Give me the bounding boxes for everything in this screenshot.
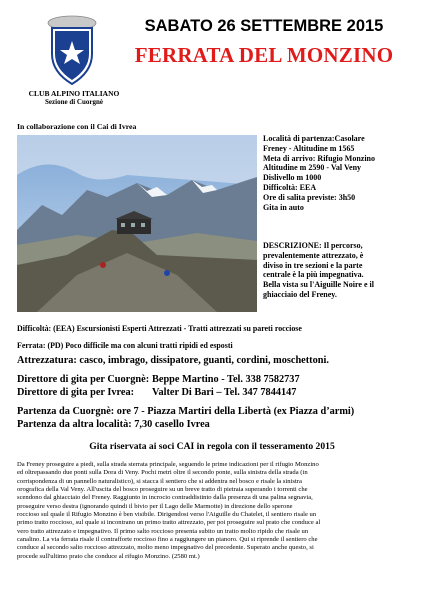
departure-other: Partenza da altra località: 7,30 casello Ivrea	[17, 419, 210, 430]
body-line: scendono dal ghiacciaio del Freney. Raggiunto in incrocio contraddistinto dalla presenza di una palina segnavia,	[17, 494, 313, 502]
event-date: SABATO 26 SETTEMBRE 2015	[144, 17, 384, 35]
body-line: Da Freney proseguire a piedi, sulla strada sterrata principale, seguendo le prime indicazioni per il rifugio Monzino	[17, 461, 319, 468]
body-line: proseguire verso destra (ignorando quindi il bivio per il Lago delle Marmotte) in direzione dello sperone	[17, 502, 293, 510]
info-start: Località di partenza:Casolare	[263, 134, 365, 143]
difficulty-ferrata: Ferrata: (PD) Poco difficile ma con alcuni tratti ripidi ed esposti	[17, 341, 233, 350]
trip-info	[263, 134, 413, 212]
director-cuorgne	[17, 374, 300, 385]
info-destination: Meta di arrivo: Rifugio Monzino	[263, 153, 375, 163]
body-line: primo tratto roccioso, sul quale si incontrano un primo tratto attrezzato, per poi proseguire sul prato che conduce al	[17, 519, 321, 527]
info-ascent-time: Ore di salita previste: 3h50	[263, 192, 356, 202]
collaboration-note: In collaborazione con il Cai di Ivrea	[17, 122, 137, 131]
director-value: Valter Di Bari – Tel. 347 7844147	[152, 387, 297, 398]
info-difficulty: Difficoltà: EEA	[263, 182, 317, 192]
body-line: vero tratto attrezzato e impegnativo. Il primo salto roccioso presenta subito un tratto molto ripido che risale un	[17, 527, 309, 535]
difficulty-eea: Difficoltà: (EEA) Escursionisti Esperti Attrezzati - Tratti attrezzati su pareti rocciose	[17, 324, 302, 333]
director-label: Direttore di gita per Ivrea:	[17, 387, 135, 398]
equipment: Attrezzatura: casco, imbrago, dissipatore, guanti, cordini, moschettoni.	[17, 355, 329, 366]
departure-cuorgne: Partenza da Cuorgnè: ore 7 - Piazza Martiri della Libertà (ex Piazza d’armi)	[17, 406, 355, 417]
description-line: Bella vista su l'Aiguille Noire e il	[263, 280, 374, 290]
members-only-note: Gita riservata ai soci CAI in regola con il tesseramento 2015	[89, 441, 335, 452]
director-label: Direttore di gita per Cuorgnè:	[17, 374, 150, 385]
info-destination-altitude: Altitudine m 2590 - Val Veny	[263, 163, 362, 173]
description-line: DESCRIZIONE: Il percorso,	[263, 241, 363, 250]
body-line: canalino. La via ferrata risale il contrafforte roccioso fino a raggiungere un pianoro. Qui si riprende il sentiero che	[17, 536, 318, 544]
description	[263, 241, 413, 300]
body-line: corrispondenza di un pannello naturalistico), si stacca il sentiero che si addentra nel bosco e risale la sinistra	[17, 477, 302, 485]
description-line: prevalentemente attrezzato, è	[263, 250, 364, 260]
body-line: conduce al secondo salto roccioso attrezzato, molto meno impegnativo del precedente. Superato anche questo, si	[17, 544, 314, 552]
description-line: centrale è la più impegnativa.	[263, 270, 364, 280]
event-title: FERRATA DEL MONZINO	[134, 43, 394, 67]
club-block	[22, 89, 126, 107]
director-ivrea	[17, 387, 296, 398]
club-section: Sezione di Cuorgnè	[45, 98, 103, 106]
body-line: procede sull'ultimo prato che conduce al rifugio Monzino. (2580 mt.)	[17, 552, 200, 560]
club-name: CLUB ALPINO ITALIANO	[28, 89, 120, 98]
body-line: ed oltrepassando due ponti sulla Dora di Veny. Pochi metri oltre il secondo ponte, sulla sinistra della strada (in	[17, 469, 308, 477]
info-transport: Gita in auto	[263, 202, 304, 212]
body-line: orografica della Val Veny. All'uscita del bosco proseguire su un breve tratto di pietraia superando i torrenti che	[17, 486, 308, 494]
info-start-altitude: Freney - Altitudine m 1565	[263, 143, 355, 153]
cai-logo-icon	[46, 14, 98, 86]
body-line: roccioso sul quale il Rifugio Monzino è ben visibile. Dirigendosi verso l'Aiguille du Chatelet, il sentiero risale un	[17, 511, 317, 519]
description-line: diviso in tre sezioni e la parte	[263, 260, 363, 270]
mountain-hut-photo	[17, 135, 257, 312]
info-elevation-gain: Dislivello m 1000	[263, 173, 322, 183]
director-value: Beppe Martino - Tel. 338 7582737	[152, 374, 300, 385]
description-line: ghiacciaio del Freney.	[263, 289, 337, 299]
route-description	[17, 461, 409, 561]
